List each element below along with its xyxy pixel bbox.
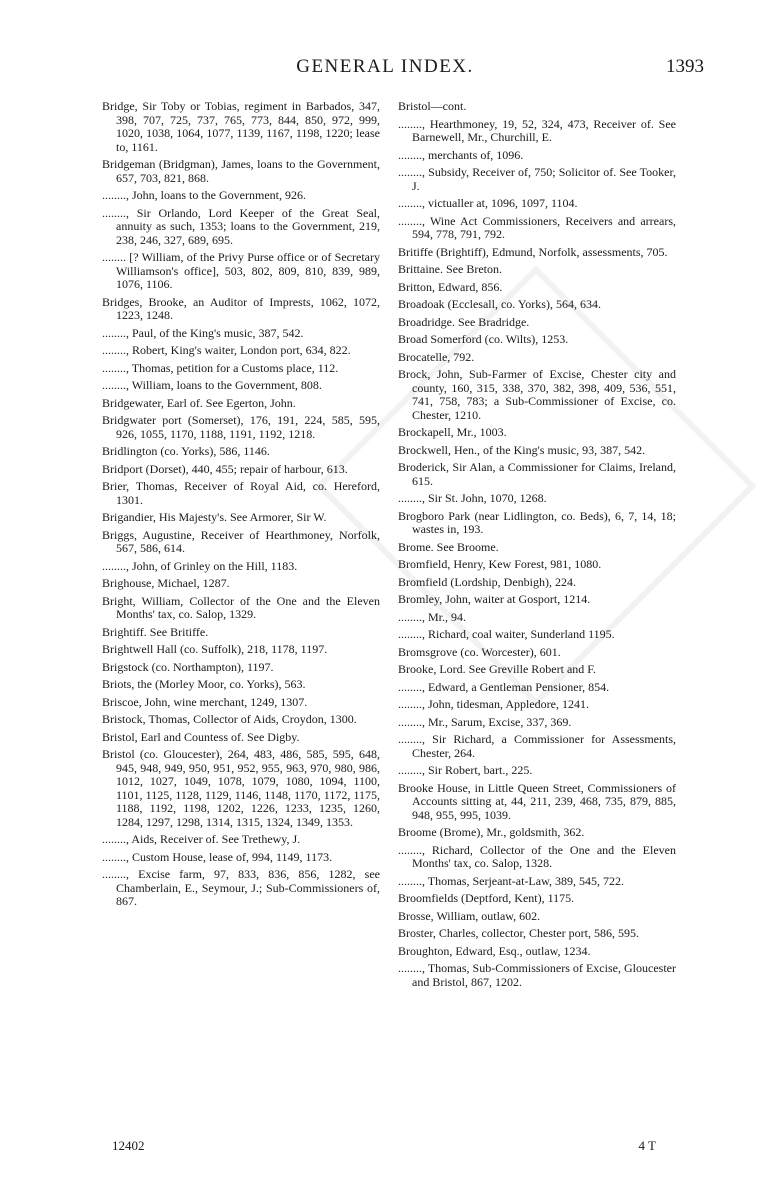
index-entry: Brockapell, Mr., 1003. (398, 425, 507, 439)
index-entry: ........ [? William, of the Privy Purse office or of Secretary Williamson's office], 503, 802, 809, 810, 839, 989, 1076, 1106. (102, 250, 380, 291)
index-entry: Brosse, William, outlaw, 602. (398, 908, 541, 923)
index-entry: Brogboro Park (near Lidlington, co. Beds), 6, 7, 14, 18; wastes in, 193. (398, 508, 676, 536)
index-entry: Bromley, John, waiter at Gosport, 1214. (398, 592, 591, 606)
index-entry: Brightwell Hall (co. Suffolk), 218, 1178, 1197. (102, 642, 328, 656)
index-entry: ........, John, of Grinley on the Hill, 1183. (102, 558, 298, 573)
index-entry: ........, John, tidesman, Appledore, 1241. (398, 697, 589, 711)
index-entry: Bromfield, Henry, Kew Forest, 981, 1080. (398, 557, 602, 571)
index-entry: ........, Richard, Collector of the One and the Eleven Months' tax, co. Salop, 1328. (398, 842, 676, 870)
running-title: GENERAL INDEX. (296, 56, 474, 77)
index-entry: Briggs, Augustine, Receiver of Hearthmoney, Norfolk, 567, 586, 614. (102, 527, 380, 555)
index-entry: ........, Sir Richard, a Commissioner for Assessments, Chester, 264. (398, 732, 676, 760)
index-entry: Brooke House, in Little Queen Street, Commissioners of Accounts sitting at, 44, 211, 239, 468, 735, 879, 885, 948, 955, 995, 1039. (398, 780, 676, 822)
gathering-mark: 4 T (638, 1138, 656, 1153)
index-entry: Brockwell, Hen., of the King's music, 93, 387, 542. (398, 442, 646, 457)
index-entry: Broadoak (Ecclesall, co. Yorks), 564, 634. (398, 297, 601, 311)
index-entry: Bristock, Thomas, Collector of Aids, Croydon, 1300. (102, 712, 357, 726)
index-entry: Brigandier, His Majesty's. See Armorer, Sir W. (102, 510, 327, 524)
index-entry: Brittaine. See Breton. (398, 262, 502, 276)
page-header (0, 56, 770, 88)
index-entry: ........, Sir Orlando, Lord Keeper of the Great Seal, annuity as such, 1353; loans to the Government, 219, 238, 246, 327, 689, 695. (102, 205, 380, 247)
index-entry: Bridgeman (Bridgman), James, loans to the Government, 657, 703, 821, 868. (102, 157, 380, 185)
index-entry: Broome (Brome), Mr., goldsmith, 362. (398, 825, 585, 839)
index-column-left (102, 100, 380, 913)
index-entry: ........, Mr., 94. (398, 609, 467, 624)
page-footer (0, 1138, 770, 1158)
index-entry: Broad Somerford (co. Wilts), 1253. (398, 332, 569, 346)
index-entry: Broomfields (Deptford, Kent), 1175. (398, 891, 575, 905)
index-entry: ........, Sir Robert, bart., 225. (398, 763, 533, 777)
index-entry: Bridport (Dorset), 440, 455; repair of harbour, 613. (102, 461, 348, 476)
index-entry: Brighouse, Michael, 1287. (102, 576, 230, 590)
index-entry: Brigstock (co. Northampton), 1197. (102, 659, 274, 674)
index-entry: ........, John, loans to the Government, 926. (102, 188, 306, 202)
index-entry: ........, Robert, King's waiter, London port, 634, 822. (102, 343, 351, 357)
index-entry: Bridgewater, Earl of. See Egerton, John. (102, 395, 296, 410)
index-entry: ........, victualler at, 1096, 1097, 1104. (398, 196, 578, 210)
index-column-right (398, 100, 676, 993)
index-entry: ........, Thomas, Sub-Commissioners of Excise, Gloucester and Bristol, 867, 1202. (398, 961, 676, 989)
index-entry: Brock, John, Sub-Farmer of Excise, Chester city and county, 160, 315, 338, 370, 382, 398, 409, 536, 551, 741, 758, 783; a Sub-Commissioner of Excise, co. Chester, 1210. (398, 367, 676, 422)
index-entry: ........, Mr., Sarum, Excise, 337, 369. (398, 714, 572, 729)
index-entry: ........, Paul, of the King's music, 387, 542. (102, 325, 304, 340)
index-entry: Broadridge. See Bradridge. (398, 314, 530, 329)
index-entry: Bridges, Brooke, an Auditor of Imprests, 1062, 1072, 1223, 1248. (102, 294, 380, 322)
page-number: 1393 (666, 56, 704, 77)
index-entry: Broderick, Sir Alan, a Commissioner for Claims, Ireland, 615. (398, 460, 676, 488)
index-entry: Bromfield (Lordship, Denbigh), 224. (398, 574, 576, 589)
index-entry: ........, Wine Act Commissioners, Receivers and arrears, 594, 778, 791, 792. (398, 213, 676, 241)
index-entry: ........, Richard, coal waiter, Sunderland 1195. (398, 627, 615, 641)
index-entry: Brooke, Lord. See Greville Robert and F. (398, 662, 596, 676)
index-entry: Bristol (co. Gloucester), 264, 483, 486, 585, 595, 648, 945, 948, 949, 950, 951, 952, 955, 963, 970, 980, 986, 1012, 1027, 1049, 1078, 1079, 1080, 1094, 1100, 1101, 1125, 1128, 1129, 1146, 1148, 1170, 1172, 1175, 1188, 1192, 1198, 1202, 1226, 1233, 1235, 1260, 1284, 1297, 1298, 1314, 1315, 1324, 1349, 1353. (102, 747, 380, 829)
index-entry: ........, William, loans to the Government, 808. (102, 378, 322, 392)
index-entry: Broughton, Edward, Esq., outlaw, 1234. (398, 943, 591, 958)
index-entry: Bristol, Earl and Countess of. See Digby. (102, 729, 300, 744)
index-entry: Brightiff. See Britiffe. (102, 624, 209, 639)
index-entry: Bridgwater port (Somerset), 176, 191, 224, 585, 595, 926, 1055, 1170, 1188, 1191, 1192, 1218. (102, 413, 380, 441)
index-entry: Briots, the (Morley Moor, co. Yorks), 563. (102, 677, 306, 691)
index-entry: ........, Custom House, lease of, 994, 1149, 1173. (102, 849, 333, 864)
index-entry: ........, Hearthmoney, 19, 52, 324, 473, Receiver of. See Barnewell, Mr., Churchill, E. (398, 116, 676, 144)
index-entry: Brier, Thomas, Receiver of Royal Aid, co. Hereford, 1301. (102, 479, 380, 507)
signature-code: 12402 (112, 1138, 145, 1153)
index-entry: ........, Edward, a Gentleman Pensioner, 854. (398, 679, 610, 694)
index-entry: Britiffe (Brightiff), Edmund, Norfolk, assessments, 705. (398, 244, 668, 259)
index-entry: Brome. See Broome. (398, 539, 499, 554)
index-entry: Brocatelle, 792. (398, 349, 475, 364)
index-entry: Bright, William, Collector of the One and the Eleven Months' tax, co. Salop, 1329. (102, 593, 380, 621)
index-entry: Bristol—cont. (398, 99, 467, 113)
index-entry: Bromsgrove (co. Worcester), 601. (398, 644, 561, 659)
index-entry: Britton, Edward, 856. (398, 279, 503, 294)
index-entry: ........, Thomas, petition for a Customs place, 112. (102, 360, 339, 375)
index-entry: Bridge, Sir Toby or Tobias, regiment in Barbados, 347, 398, 707, 725, 737, 765, 773, 844, 850, 972, 999, 1020, 1038, 1064, 1077, 1139, 1167, 1198, 1220; lease to, 1161. (102, 99, 380, 154)
index-entry: ........, Aids, Receiver of. See Trethewy, J. (102, 832, 301, 846)
index-entry: ........, merchants of, 1096. (398, 147, 524, 162)
index-entry: ........, Sir St. John, 1070, 1268. (398, 491, 547, 505)
index-entry: ........, Excise farm, 97, 833, 836, 856, 1282, see Chamberlain, E., Seymour, J.; Sub-Commissioners of, 867. (102, 867, 380, 908)
index-entry: Broster, Charles, collector, Chester port, 586, 595. (398, 926, 639, 940)
index-entry: ........, Thomas, Serjeant-at-Law, 389, 545, 722. (398, 873, 624, 888)
index-entry: Briscoe, John, wine merchant, 1249, 1307. (102, 694, 308, 709)
index-entry: ........, Subsidy, Receiver of, 750; Solicitor of. See Tooker, J. (398, 165, 676, 193)
index-entry: Bridlington (co. Yorks), 586, 1146. (102, 444, 270, 458)
